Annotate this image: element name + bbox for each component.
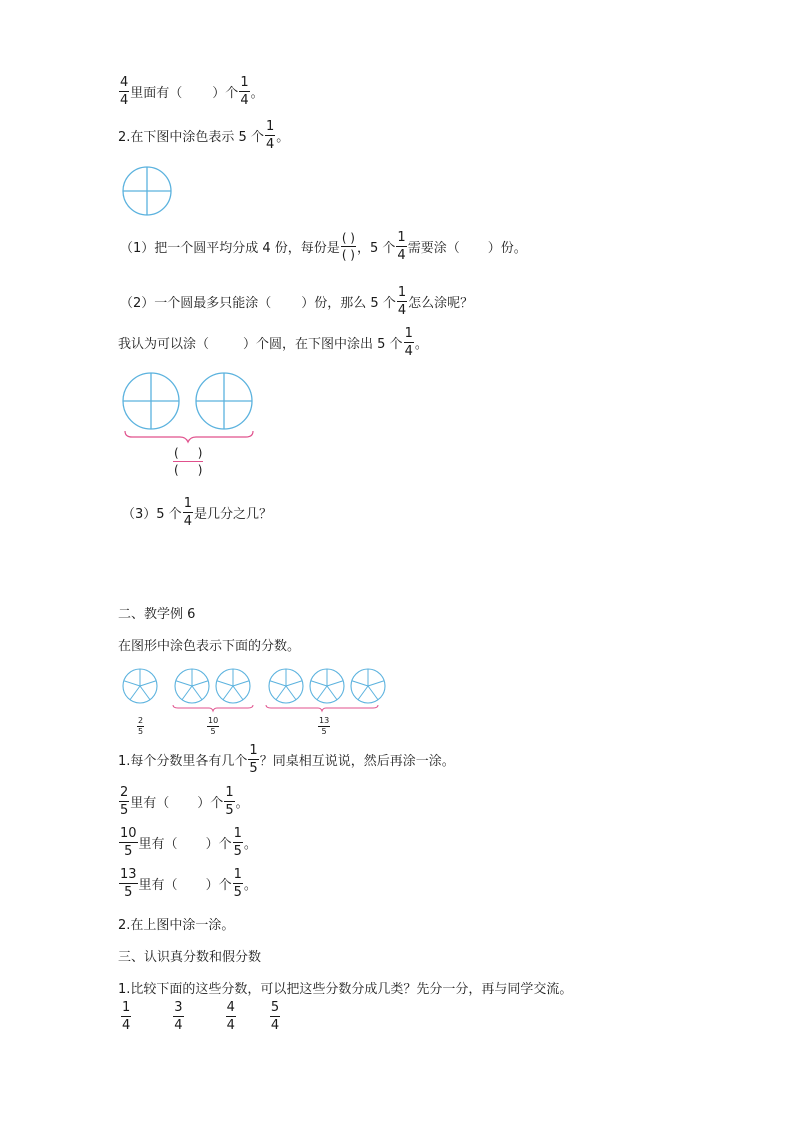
fraction-1-4 bbox=[396, 231, 406, 262]
fraction-unit bbox=[224, 786, 234, 817]
text: 里面有（ bbox=[130, 86, 183, 101]
numerator: 2 bbox=[120, 785, 129, 800]
text: ）个圆，在下图中涂出 5 个 bbox=[243, 337, 403, 352]
denominator: 5 bbox=[124, 885, 133, 900]
numerator-blank: ( ) bbox=[341, 231, 355, 245]
numerator: 1 bbox=[265, 119, 275, 134]
text: 在图形中涂色表示下面的分数。 bbox=[118, 639, 301, 654]
text: 。 bbox=[250, 86, 264, 101]
denominator: 5 bbox=[233, 844, 242, 859]
text: ）个 bbox=[212, 86, 239, 101]
sector-divider bbox=[286, 681, 302, 686]
sector-divider bbox=[327, 686, 337, 700]
fraction-3-4 bbox=[173, 1001, 183, 1032]
numerator: 1 bbox=[183, 496, 192, 511]
sector-divider bbox=[124, 681, 140, 686]
fraction bbox=[119, 827, 138, 858]
denominator-blank: ( ) bbox=[174, 463, 203, 477]
sector-divider bbox=[176, 681, 192, 686]
question-2-sub-line bbox=[120, 286, 473, 317]
section-2-question-1 bbox=[118, 744, 455, 775]
line-4-4-count bbox=[118, 76, 264, 107]
fraction-10-5 bbox=[207, 717, 219, 736]
fifths-circle-4[interactable] bbox=[269, 669, 303, 703]
text: 是几分之几？ bbox=[193, 507, 272, 522]
denominator: 4 bbox=[226, 1018, 235, 1033]
fraction-unit bbox=[233, 827, 243, 858]
sector-divider bbox=[311, 681, 327, 686]
text: 里有（ bbox=[138, 837, 178, 852]
denominator: 5 bbox=[233, 885, 242, 900]
text: ，5 个 bbox=[357, 241, 396, 256]
numerator-blank: ( ) bbox=[174, 446, 203, 460]
section-3-instruction bbox=[118, 978, 572, 997]
fraction-bar bbox=[173, 461, 203, 462]
circle-2[interactable] bbox=[196, 373, 252, 429]
sector-divider bbox=[130, 686, 140, 700]
brace bbox=[125, 431, 253, 442]
numerator: 13 bbox=[120, 867, 137, 882]
text: 。 bbox=[276, 130, 290, 145]
fifths-circle-6[interactable] bbox=[351, 669, 385, 703]
fifths-circles-figure[interactable] bbox=[120, 667, 385, 715]
fraction-bar bbox=[270, 1016, 280, 1017]
denominator: 5 bbox=[321, 727, 327, 736]
fraction-bar bbox=[239, 91, 249, 92]
two-circles-figure[interactable] bbox=[120, 370, 260, 442]
sector-divider bbox=[327, 681, 343, 686]
paren-fraction-blank[interactable] bbox=[173, 447, 203, 476]
text: 我认为可以涂（ bbox=[118, 337, 210, 352]
row-13-5 bbox=[118, 868, 257, 899]
denominator: 4 bbox=[120, 93, 129, 108]
text: 2.在上图中涂一涂。 bbox=[118, 918, 235, 933]
fraction-bar bbox=[233, 883, 243, 884]
sector-divider bbox=[233, 681, 249, 686]
numerator: 1 bbox=[122, 1000, 131, 1015]
text: ）份，那么 5 个 bbox=[301, 296, 396, 311]
fraction bbox=[119, 868, 138, 899]
fraction-13-5 bbox=[318, 717, 330, 736]
text: 里有（ bbox=[130, 796, 170, 811]
text: 1.每个分数里各有几个 bbox=[118, 754, 248, 769]
numerator: 10 bbox=[120, 826, 137, 841]
brace-1 bbox=[173, 705, 253, 711]
denominator: 4 bbox=[404, 344, 413, 359]
denominator: 5 bbox=[210, 727, 216, 736]
fraction-bar bbox=[173, 1016, 183, 1017]
denominator: 4 bbox=[183, 514, 192, 529]
text: 1.比较下面的这些分数，可以把这些分数分成几类？先分一分，再与同学交流。 bbox=[118, 982, 573, 997]
question-3-line bbox=[122, 497, 272, 528]
fraction-bar bbox=[404, 342, 414, 343]
text: ）个 bbox=[197, 796, 224, 811]
text: ）份。 bbox=[487, 241, 527, 256]
question-1-line bbox=[120, 231, 527, 262]
sector-divider bbox=[368, 681, 384, 686]
numerator: 2 bbox=[138, 716, 144, 725]
fraction-bar bbox=[265, 135, 275, 136]
numerator: 1 bbox=[249, 743, 258, 758]
denominator: 4 bbox=[270, 1018, 280, 1033]
circle-1[interactable] bbox=[123, 373, 179, 429]
fraction-2-5 bbox=[137, 717, 144, 736]
numerator: 13 bbox=[319, 716, 330, 725]
fifths-circle-2[interactable] bbox=[175, 669, 209, 703]
sector-divider bbox=[358, 686, 368, 700]
denominator: 4 bbox=[265, 137, 275, 152]
denominator: 5 bbox=[124, 844, 133, 859]
circle-quarters-figure[interactable] bbox=[121, 165, 173, 217]
numerator: 1 bbox=[233, 867, 242, 882]
fraction-1-4 bbox=[183, 497, 193, 528]
fraction-bar bbox=[341, 246, 356, 247]
sector-divider bbox=[140, 686, 150, 700]
fraction-1-4 bbox=[265, 120, 275, 151]
fraction-bar bbox=[119, 883, 138, 884]
question-2-line bbox=[118, 120, 289, 151]
section-3-title bbox=[118, 946, 261, 965]
sector-divider bbox=[352, 681, 368, 686]
numerator: 1 bbox=[240, 75, 249, 90]
brace-fraction-blank[interactable] bbox=[172, 447, 204, 476]
fraction-bar bbox=[396, 246, 406, 247]
text: （1）把一个圆平均分成 4 份，每份是 bbox=[120, 241, 340, 256]
fraction-bar bbox=[397, 301, 407, 302]
fraction-bar bbox=[119, 91, 129, 92]
fraction-bar bbox=[119, 801, 129, 802]
section-2-question-2 bbox=[118, 914, 234, 933]
fraction-4-4 bbox=[119, 76, 129, 107]
text: 2.在下图中涂色表示 5 个 bbox=[118, 130, 264, 145]
numerator: 1 bbox=[225, 785, 234, 800]
numerator: 1 bbox=[233, 826, 242, 841]
text: ）个 bbox=[205, 837, 232, 852]
denominator: 4 bbox=[174, 1018, 183, 1033]
text: 里有（ bbox=[138, 878, 178, 893]
numerator: 5 bbox=[270, 1000, 280, 1015]
fraction-5-4 bbox=[270, 1001, 280, 1032]
sector-divider bbox=[233, 686, 243, 700]
answer-line bbox=[118, 327, 428, 358]
label-13-5 bbox=[317, 716, 331, 736]
fraction-bar bbox=[121, 1016, 131, 1017]
paren-fraction-blank[interactable] bbox=[341, 232, 356, 261]
fraction-4-4 bbox=[226, 1001, 236, 1032]
sector-divider bbox=[286, 686, 296, 700]
denominator: 5 bbox=[225, 803, 234, 818]
brace-2 bbox=[266, 705, 378, 711]
section-2-instruction bbox=[118, 635, 300, 654]
denominator-blank: ( ) bbox=[341, 248, 355, 262]
fraction-bar bbox=[224, 801, 234, 802]
section-2-title bbox=[118, 603, 195, 622]
fraction-unit bbox=[233, 868, 243, 899]
numerator: 4 bbox=[226, 1000, 235, 1015]
numerator: 3 bbox=[174, 1000, 183, 1015]
text: （3）5 个 bbox=[122, 507, 182, 522]
sector-divider bbox=[368, 686, 378, 700]
sector-divider bbox=[317, 686, 327, 700]
sector-divider bbox=[217, 681, 233, 686]
denominator: 4 bbox=[397, 248, 406, 263]
denominator: 4 bbox=[122, 1018, 131, 1033]
numerator: 10 bbox=[208, 716, 219, 725]
text: 。 bbox=[235, 796, 249, 811]
text: 。 bbox=[243, 837, 257, 852]
fraction-bar bbox=[119, 842, 138, 843]
label-10-5 bbox=[206, 716, 220, 736]
text: 怎么涂呢？ bbox=[408, 296, 474, 311]
sector-divider bbox=[182, 686, 192, 700]
denominator: 4 bbox=[240, 93, 249, 108]
sector-divider bbox=[192, 686, 202, 700]
sector-divider bbox=[140, 681, 156, 686]
fraction-bar bbox=[233, 842, 243, 843]
numerator: 1 bbox=[397, 230, 406, 245]
text: ？同桌相互说说，然后再涂一涂。 bbox=[259, 754, 455, 769]
text: ）个 bbox=[205, 878, 232, 893]
row-2-5 bbox=[118, 786, 249, 817]
fractions-row bbox=[120, 1001, 281, 1032]
sector-divider bbox=[192, 681, 208, 686]
fraction-1-4 bbox=[121, 1001, 131, 1032]
fraction-bar bbox=[248, 759, 258, 760]
label-2-5 bbox=[136, 716, 145, 736]
text: 需要涂（ bbox=[407, 241, 460, 256]
row-10-5 bbox=[118, 827, 257, 858]
denominator: 5 bbox=[249, 761, 258, 776]
text: 。 bbox=[414, 337, 428, 352]
fifths-circle-1[interactable] bbox=[123, 669, 157, 703]
sector-divider bbox=[270, 681, 286, 686]
sector-divider bbox=[223, 686, 233, 700]
denominator: 5 bbox=[120, 803, 129, 818]
heading: 二、教学例 6 bbox=[118, 607, 196, 622]
fraction bbox=[119, 786, 129, 817]
text: （2）一个圆最多只能涂（ bbox=[120, 296, 272, 311]
denominator: 5 bbox=[138, 727, 144, 736]
sector-divider bbox=[276, 686, 286, 700]
numerator: 1 bbox=[404, 326, 413, 341]
numerator: 4 bbox=[120, 75, 129, 90]
fifths-circle-5[interactable] bbox=[310, 669, 344, 703]
fraction-bar bbox=[183, 512, 193, 513]
denominator: 4 bbox=[397, 303, 407, 318]
fraction-1-4 bbox=[239, 76, 249, 107]
numerator: 1 bbox=[397, 285, 407, 300]
fraction-1-5 bbox=[248, 744, 258, 775]
text: 。 bbox=[243, 878, 257, 893]
fraction-bar bbox=[226, 1016, 236, 1017]
fraction-1-4 bbox=[404, 327, 414, 358]
heading: 三、认识真分数和假分数 bbox=[118, 950, 262, 965]
fraction-1-4 bbox=[397, 286, 407, 317]
fifths-circle-3[interactable] bbox=[216, 669, 250, 703]
